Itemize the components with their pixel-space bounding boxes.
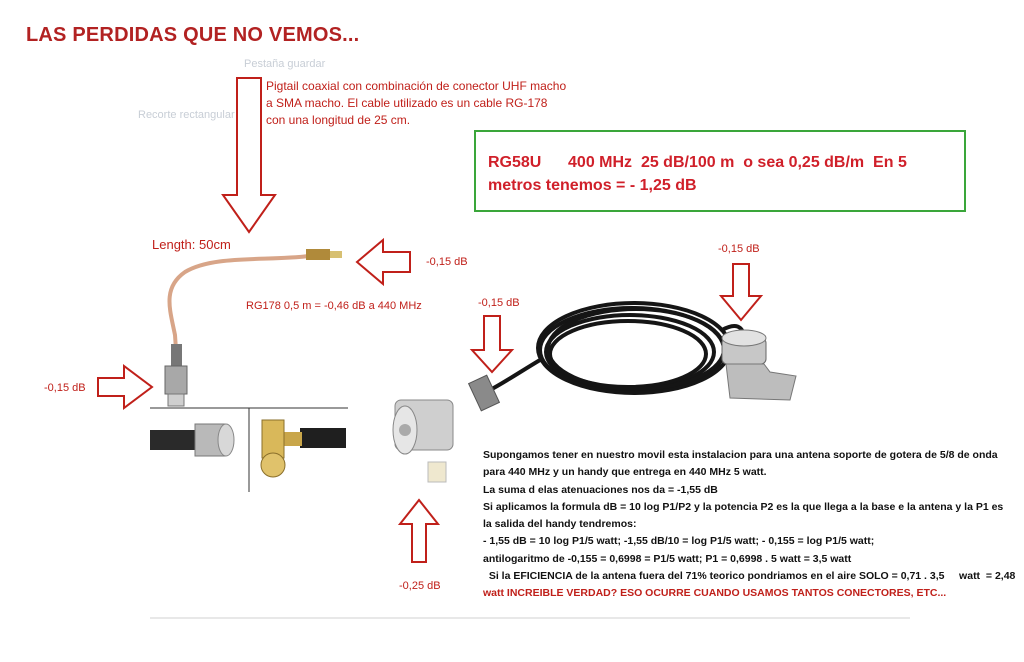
down-arrow-icon xyxy=(721,264,761,320)
rg58-coil-photo xyxy=(490,303,745,393)
barrel-adapter-photo xyxy=(393,400,453,482)
cable-plug-photo xyxy=(469,375,500,411)
explanation-line: para 440 MHz y un handy que entrega en 440 MHz 5 watt. xyxy=(483,466,767,479)
right-arrow-icon xyxy=(98,366,152,408)
rg58-info-text xyxy=(488,151,958,197)
length-label: Length: 50cm xyxy=(152,237,231,252)
loss-label-uhf: -0,15 dB xyxy=(44,382,86,394)
loss-label-sma: -0,15 dB xyxy=(426,256,468,268)
explanation-line: Si la EFICIENCIA de la antena fuera del 71% teorico pondriamos en el aire SOLO = 0,71 . 3,5 watt = 2,48 xyxy=(483,570,1016,583)
explanation-line: la salida del handy tendremos: xyxy=(483,518,637,531)
explanation-line: - 1,55 dB = 10 log P1/5 watt; -1,55 dB/10 = log P1/5 watt; - 0,155 = log P1/5 watt; xyxy=(483,535,875,548)
explanation-line: La suma d elas atenuaciones nos da = -1,55 dB xyxy=(483,483,718,496)
uhf-connector-photo xyxy=(150,424,234,456)
explanation-line: Si aplicamos la formula dB = 10 log P1/P2 y la potencia P2 es la que llega a la base e la antena y la P1 es xyxy=(483,500,1004,513)
left-arrow-icon xyxy=(357,240,410,284)
explanation-line: watt INCREIBLE VERDAD? ESO OCURRE CUANDO USAMOS TANTOS CONECTORES, ETC... xyxy=(483,587,947,600)
pigtail-cable-illustration xyxy=(165,249,342,406)
faint-menu-item: Recorte rectangular xyxy=(138,109,235,121)
faint-menu-item: Pestaña guardar xyxy=(244,58,326,70)
loss-label-mount: -0,15 dB xyxy=(718,243,760,255)
explanation-paragraph xyxy=(483,447,1016,603)
loss-label-cable-plug: -0,15 dB xyxy=(478,297,520,309)
up-arrow-icon xyxy=(400,500,438,562)
pigtail-note xyxy=(266,78,566,129)
explanation-line: Supongamos tener en nuestro movil esta instalacion para una antena soporte de gotera de 5/8 de onda xyxy=(483,449,998,461)
pigtail-note-line: a SMA macho. El cable utilizado es un cable RG-178 xyxy=(266,96,548,110)
explanation-line: antilogaritmo de -0,155 = 0,6998 = P1/5 watt; P1 = 0,6998 . 5 watt = 3,5 watt xyxy=(483,552,852,565)
pigtail-note-line: con una longitud de 25 cm. xyxy=(266,113,411,127)
rg178-note: RG178 0,5 m = -0,46 dB a 440 MHz xyxy=(246,300,422,312)
pigtail-note-line: Pigtail coaxial con combinación de conector UHF macho xyxy=(266,79,567,93)
down-arrow-icon xyxy=(472,316,512,372)
sma-connector-photo xyxy=(261,420,346,477)
rg58-info-line: metros tenemos = - 1,25 dB xyxy=(488,177,697,194)
page-title: LAS PERDIDAS QUE NO VEMOS... xyxy=(26,24,360,46)
loss-label-adapter: -0,25 dB xyxy=(399,580,441,592)
rg58-info-line: RG58U 400 MHz 25 dB/100 m o sea 0,25 dB/m En 5 xyxy=(488,154,907,171)
gutter-mount-photo xyxy=(722,330,796,400)
